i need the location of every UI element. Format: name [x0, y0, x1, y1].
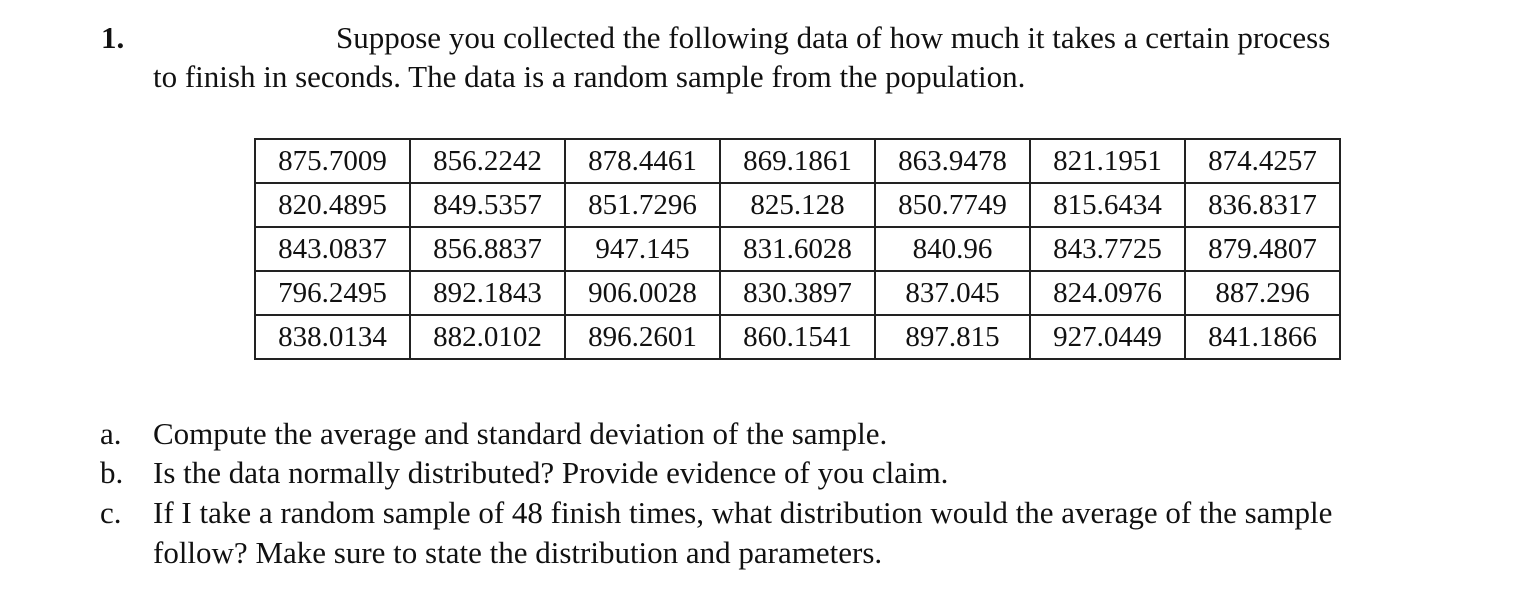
table-cell: 815.6434 [1030, 183, 1185, 227]
table-cell: 906.0028 [565, 271, 720, 315]
table-cell: 869.1861 [720, 139, 875, 183]
table-cell: 838.0134 [255, 315, 410, 359]
table-cell: 879.4807 [1185, 227, 1340, 271]
table-cell: 843.0837 [255, 227, 410, 271]
problem-intro-line-1: Suppose you collected the following data of how much it takes a certain process [336, 20, 1331, 55]
table-cell: 850.7749 [875, 183, 1030, 227]
question-b-text: Is the data normally distributed? Provide evidence of you claim. [153, 455, 949, 490]
table-cell: 882.0102 [410, 315, 565, 359]
table-cell: 796.2495 [255, 271, 410, 315]
table-cell: 863.9478 [875, 139, 1030, 183]
table-cell: 825.128 [720, 183, 875, 227]
table-cell: 820.4895 [255, 183, 410, 227]
question-a-text: Compute the average and standard deviation of the sample. [153, 416, 888, 451]
problem-number: 1. [101, 20, 125, 55]
table-cell: 830.3897 [720, 271, 875, 315]
table-cell: 841.1866 [1185, 315, 1340, 359]
question-c-label: c. [100, 495, 122, 530]
question-a-label: a. [100, 416, 122, 451]
question-c-continuation: follow? Make sure to state the distribution and parameters. [153, 535, 883, 570]
data-table [254, 138, 1341, 360]
table-cell: 836.8317 [1185, 183, 1340, 227]
table-cell: 856.2242 [410, 139, 565, 183]
question-c [100, 493, 1332, 533]
table-row [255, 315, 1340, 359]
problem-intro-line-2: to finish in seconds. The data is a random sample from the population. [153, 59, 1026, 94]
table-cell: 887.296 [1185, 271, 1340, 315]
table-cell: 837.045 [875, 271, 1030, 315]
question-b [100, 453, 948, 493]
table-cell: 947.145 [565, 227, 720, 271]
question-c-text: If I take a random sample of 48 finish times, what distribution would the average of the sample [153, 495, 1333, 530]
question-a [100, 414, 887, 454]
table-row [255, 139, 1340, 183]
table-cell: 878.4461 [565, 139, 720, 183]
table-cell: 831.6028 [720, 227, 875, 271]
table-cell: 843.7725 [1030, 227, 1185, 271]
table-cell: 927.0449 [1030, 315, 1185, 359]
table-cell: 860.1541 [720, 315, 875, 359]
table-row [255, 183, 1340, 227]
question-b-label: b. [100, 455, 124, 490]
table-cell: 897.815 [875, 315, 1030, 359]
table-cell: 824.0976 [1030, 271, 1185, 315]
table-cell: 849.5357 [410, 183, 565, 227]
table-cell: 896.2601 [565, 315, 720, 359]
table-cell: 892.1843 [410, 271, 565, 315]
table-row [255, 227, 1340, 271]
table-cell: 875.7009 [255, 139, 410, 183]
table-cell: 821.1951 [1030, 139, 1185, 183]
table-cell: 874.4257 [1185, 139, 1340, 183]
table-cell: 840.96 [875, 227, 1030, 271]
table-cell: 856.8837 [410, 227, 565, 271]
table-cell: 851.7296 [565, 183, 720, 227]
table-row [255, 271, 1340, 315]
